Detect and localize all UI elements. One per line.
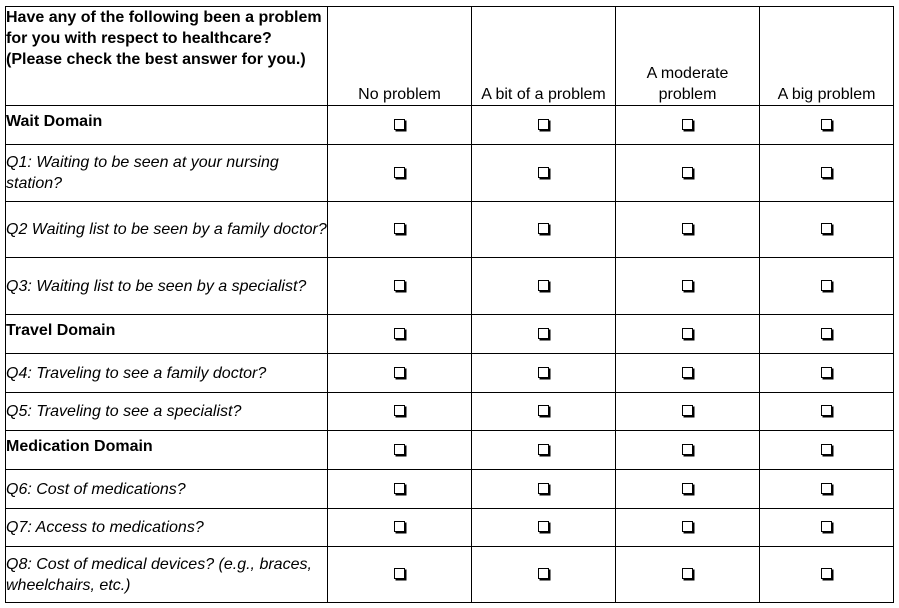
question-row <box>6 258 894 315</box>
answer-cell-moderate-problem <box>616 202 760 258</box>
checkbox-moderate-problem[interactable] <box>682 223 693 234</box>
answer-cell-bit-of-a-problem <box>472 470 616 509</box>
answer-cell-moderate-problem <box>616 315 760 354</box>
checkbox-moderate-problem[interactable] <box>682 444 693 455</box>
answer-cell-moderate-problem <box>616 509 760 547</box>
checkbox-big-problem[interactable] <box>821 521 832 532</box>
checkbox-big-problem[interactable] <box>821 444 832 455</box>
question-label: Q3: Waiting list to be seen by a specialist? <box>6 258 328 315</box>
checkbox-no-problem[interactable] <box>394 328 405 339</box>
checkbox-no-problem[interactable] <box>394 444 405 455</box>
checkbox-bit-of-a-problem[interactable] <box>538 405 549 416</box>
question-label: Q8: Cost of medical devices? (e.g., braces, wheelchairs, etc.) <box>6 547 328 603</box>
checkbox-moderate-problem[interactable] <box>682 280 693 291</box>
question-row <box>6 354 894 393</box>
answer-cell-big-problem <box>760 315 894 354</box>
answer-cell-bit-of-a-problem <box>472 202 616 258</box>
answer-cell-moderate-problem <box>616 431 760 470</box>
checkbox-big-problem[interactable] <box>821 405 832 416</box>
checkbox-big-problem[interactable] <box>821 280 832 291</box>
checkbox-no-problem[interactable] <box>394 280 405 291</box>
answer-cell-no-problem <box>328 202 472 258</box>
checkbox-bit-of-a-problem[interactable] <box>538 167 549 178</box>
answer-cell-no-problem <box>328 258 472 315</box>
question-label: Q7: Access to medications? <box>6 509 328 547</box>
question-label: Q5: Traveling to see a specialist? <box>6 393 328 431</box>
answer-cell-big-problem <box>760 470 894 509</box>
question-row <box>6 145 894 202</box>
question-row <box>6 202 894 258</box>
answer-cell-big-problem <box>760 393 894 431</box>
checkbox-no-problem[interactable] <box>394 405 405 416</box>
answer-cell-no-problem <box>328 145 472 202</box>
answer-cell-bit-of-a-problem <box>472 315 616 354</box>
survey-body <box>6 106 894 603</box>
answer-cell-no-problem <box>328 315 472 354</box>
checkbox-bit-of-a-problem[interactable] <box>538 521 549 532</box>
answer-cell-bit-of-a-problem <box>472 431 616 470</box>
answer-cell-moderate-problem <box>616 354 760 393</box>
answer-cell-no-problem <box>328 547 472 603</box>
checkbox-big-problem[interactable] <box>821 483 832 494</box>
header-row <box>6 7 894 106</box>
checkbox-moderate-problem[interactable] <box>682 119 693 130</box>
answer-cell-big-problem <box>760 106 894 145</box>
answer-cell-big-problem <box>760 547 894 603</box>
question-label: Q2 Waiting list to be seen by a family doctor? <box>6 202 328 258</box>
answer-cell-bit-of-a-problem <box>472 106 616 145</box>
answer-cell-moderate-problem <box>616 470 760 509</box>
domain-row <box>6 315 894 354</box>
answer-cell-no-problem <box>328 431 472 470</box>
answer-cell-big-problem <box>760 509 894 547</box>
answer-cell-moderate-problem <box>616 106 760 145</box>
checkbox-big-problem[interactable] <box>821 568 832 579</box>
checkbox-bit-of-a-problem[interactable] <box>538 280 549 291</box>
question-row <box>6 547 894 603</box>
checkbox-no-problem[interactable] <box>394 167 405 178</box>
answer-cell-big-problem <box>760 202 894 258</box>
checkbox-no-problem[interactable] <box>394 568 405 579</box>
checkbox-moderate-problem[interactable] <box>682 405 693 416</box>
checkbox-moderate-problem[interactable] <box>682 568 693 579</box>
answer-cell-big-problem <box>760 258 894 315</box>
checkbox-bit-of-a-problem[interactable] <box>538 223 549 234</box>
checkbox-big-problem[interactable] <box>821 367 832 378</box>
checkbox-moderate-problem[interactable] <box>682 367 693 378</box>
checkbox-bit-of-a-problem[interactable] <box>538 568 549 579</box>
column-header-big-problem: A big problem <box>760 7 894 106</box>
checkbox-big-problem[interactable] <box>821 223 832 234</box>
checkbox-big-problem[interactable] <box>821 119 832 130</box>
question-row <box>6 509 894 547</box>
checkbox-bit-of-a-problem[interactable] <box>538 367 549 378</box>
checkbox-moderate-problem[interactable] <box>682 483 693 494</box>
answer-cell-big-problem <box>760 431 894 470</box>
checkbox-big-problem[interactable] <box>821 167 832 178</box>
answer-cell-bit-of-a-problem <box>472 258 616 315</box>
answer-cell-no-problem <box>328 106 472 145</box>
question-label: Q1: Waiting to be seen at your nursing station? <box>6 145 328 202</box>
question-row <box>6 393 894 431</box>
checkbox-no-problem[interactable] <box>394 223 405 234</box>
checkbox-moderate-problem[interactable] <box>682 328 693 339</box>
checkbox-bit-of-a-problem[interactable] <box>538 483 549 494</box>
checkbox-moderate-problem[interactable] <box>682 167 693 178</box>
question-header: Have any of the following been a problem for you with respect to healthcare? (Please check the best answer for you.) <box>6 7 328 106</box>
answer-cell-bit-of-a-problem <box>472 509 616 547</box>
answer-cell-no-problem <box>328 470 472 509</box>
answer-cell-bit-of-a-problem <box>472 145 616 202</box>
question-label: Q6: Cost of medications? <box>6 470 328 509</box>
domain-label: Medication Domain <box>6 431 328 470</box>
answer-cell-moderate-problem <box>616 258 760 315</box>
domain-row <box>6 431 894 470</box>
answer-cell-moderate-problem <box>616 145 760 202</box>
checkbox-no-problem[interactable] <box>394 521 405 532</box>
answer-cell-bit-of-a-problem <box>472 393 616 431</box>
answer-cell-moderate-problem <box>616 393 760 431</box>
answer-cell-no-problem <box>328 509 472 547</box>
checkbox-bit-of-a-problem[interactable] <box>538 119 549 130</box>
question-row <box>6 470 894 509</box>
survey-table <box>5 6 894 603</box>
domain-label: Wait Domain <box>6 106 328 145</box>
checkbox-no-problem[interactable] <box>394 483 405 494</box>
answer-cell-moderate-problem <box>616 547 760 603</box>
answer-cell-bit-of-a-problem <box>472 354 616 393</box>
question-label: Q4: Traveling to see a family doctor? <box>6 354 328 393</box>
domain-row <box>6 106 894 145</box>
answer-cell-big-problem <box>760 354 894 393</box>
checkbox-no-problem[interactable] <box>394 367 405 378</box>
checkbox-bit-of-a-problem[interactable] <box>538 328 549 339</box>
column-header-no-problem: No problem <box>328 7 472 106</box>
column-header-bit-of-a-problem: A bit of a problem <box>472 7 616 106</box>
checkbox-moderate-problem[interactable] <box>682 521 693 532</box>
answer-cell-big-problem <box>760 145 894 202</box>
column-header-moderate-problem: A moderate problem <box>616 7 760 106</box>
answer-cell-no-problem <box>328 354 472 393</box>
checkbox-big-problem[interactable] <box>821 328 832 339</box>
answer-cell-bit-of-a-problem <box>472 547 616 603</box>
checkbox-bit-of-a-problem[interactable] <box>538 444 549 455</box>
answer-cell-no-problem <box>328 393 472 431</box>
checkbox-no-problem[interactable] <box>394 119 405 130</box>
domain-label: Travel Domain <box>6 315 328 354</box>
